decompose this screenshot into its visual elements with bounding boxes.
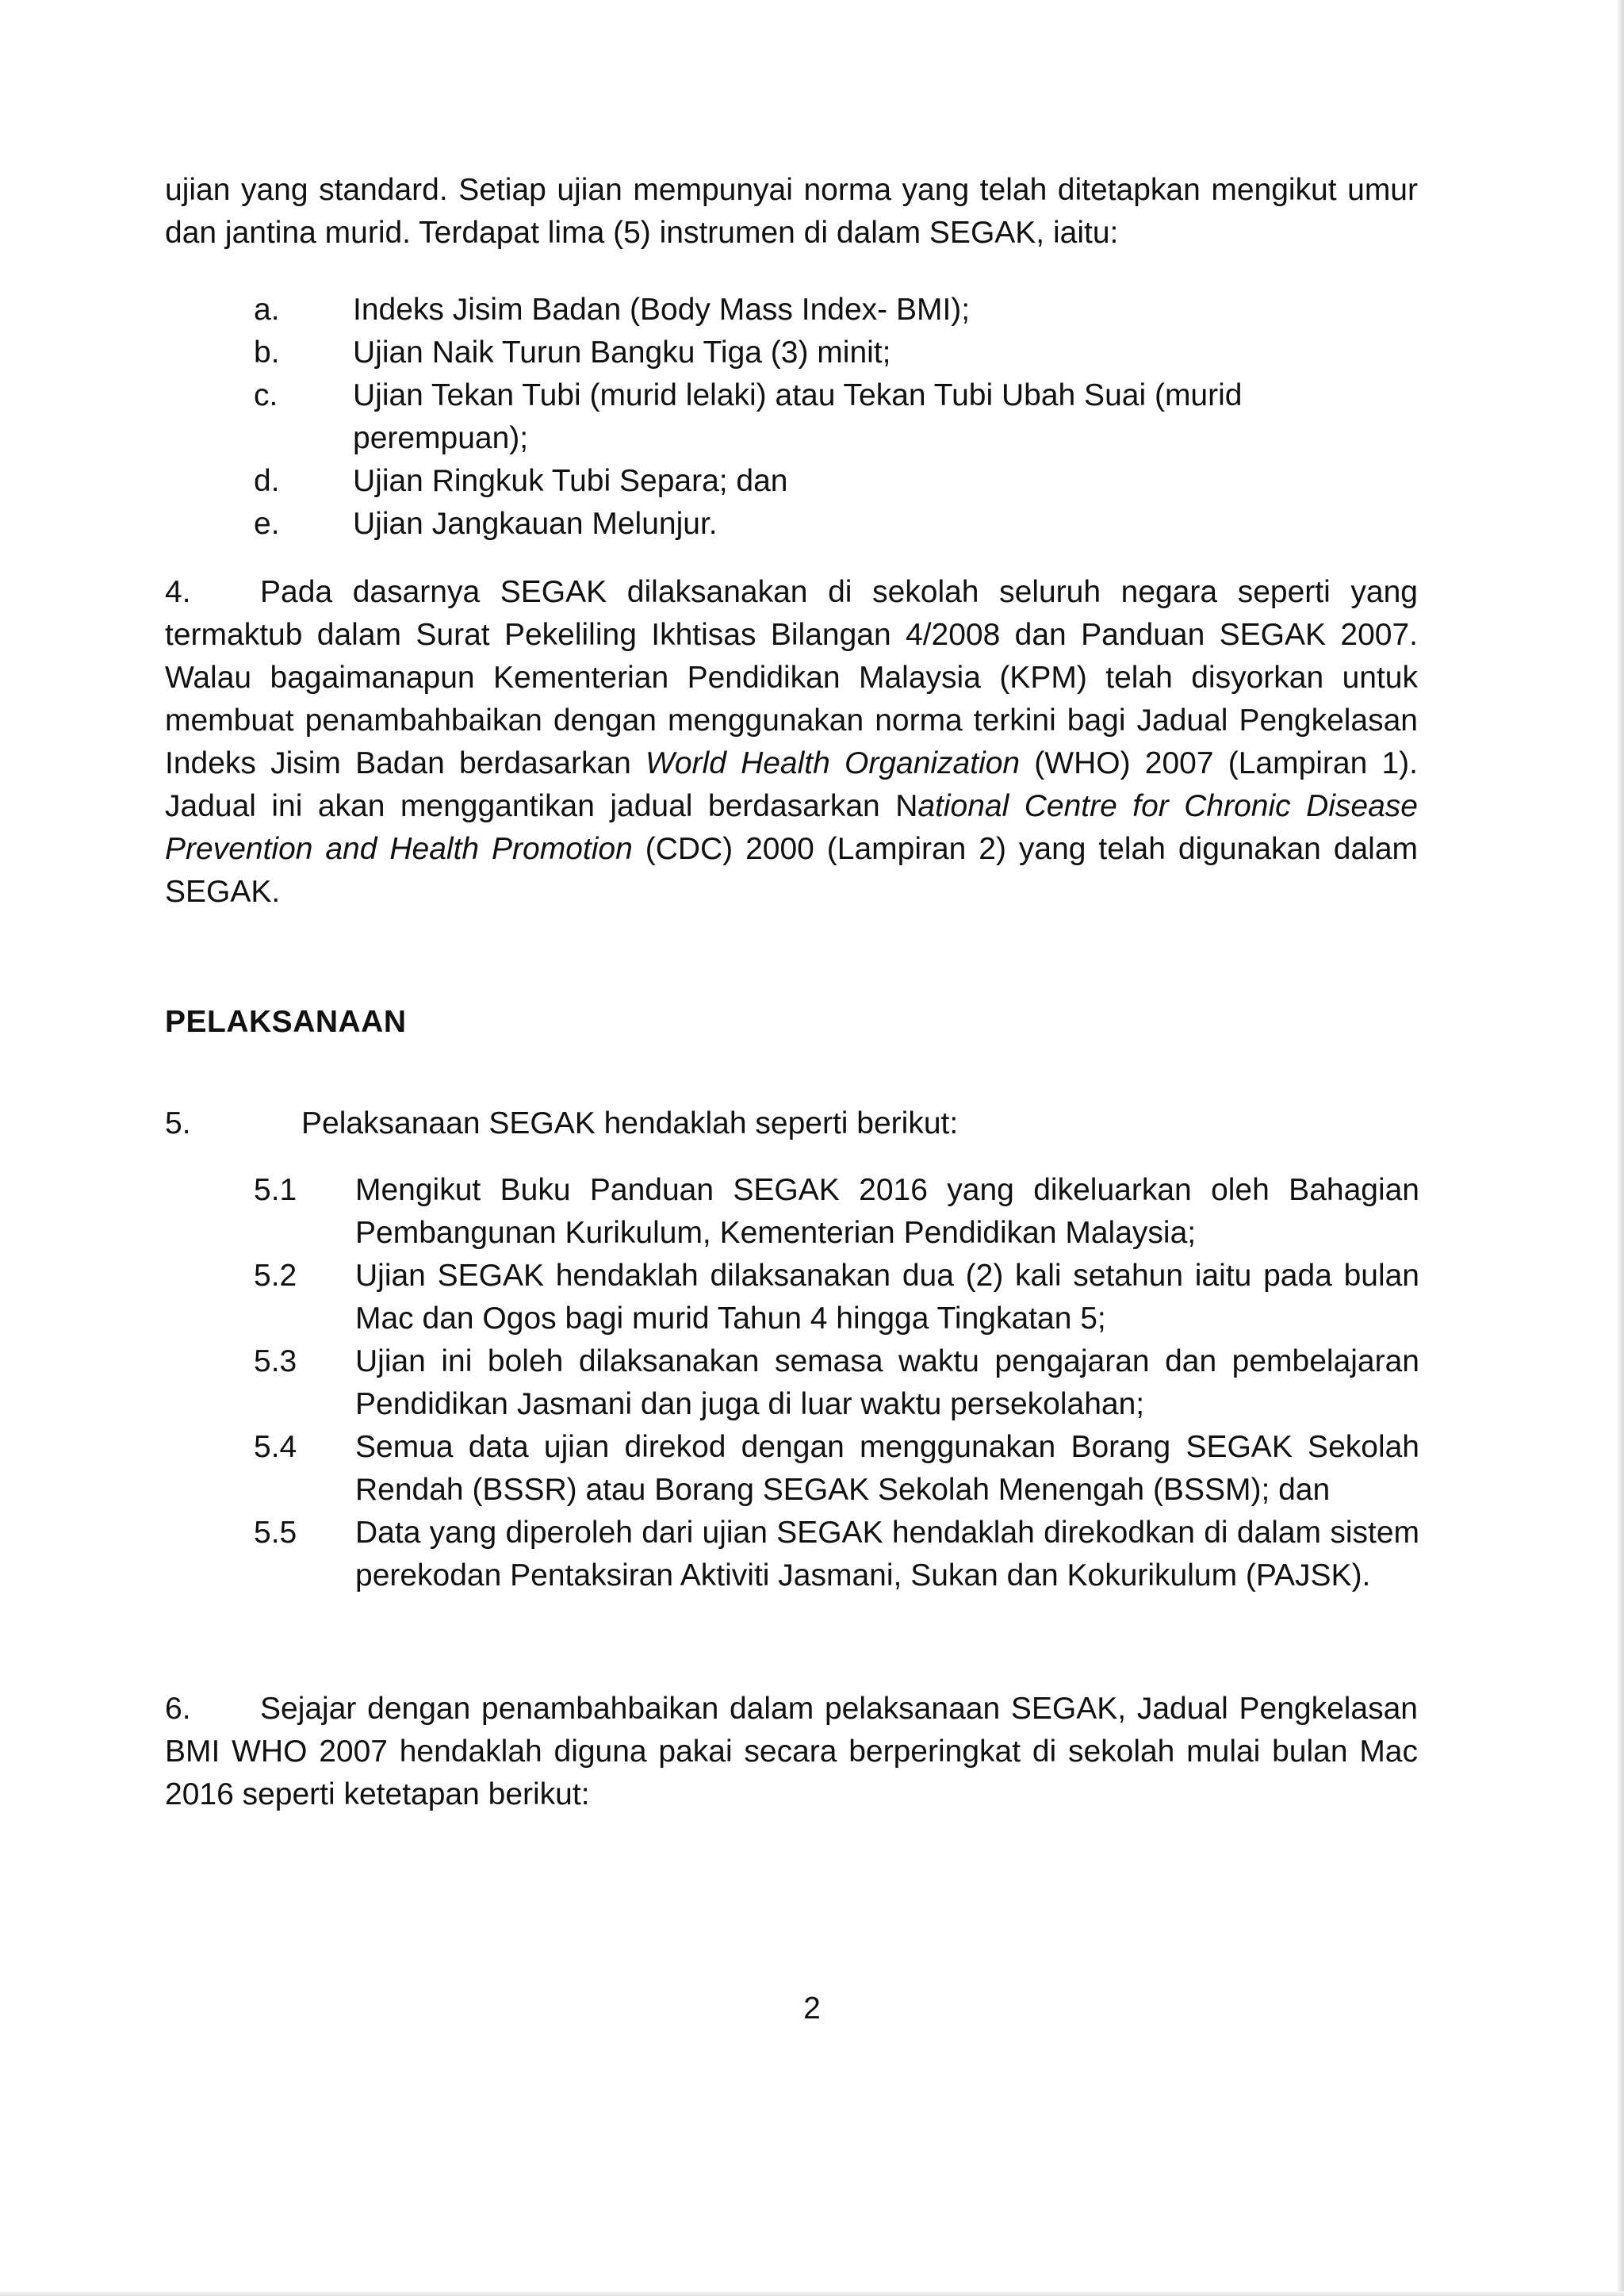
list-item <box>254 1255 1419 1340</box>
paragraph-4-text-2: (WHO) 2007 (Lampiran 1). Jadual ini akan menggantikan jadual berdasarkan N <box>165 746 1419 823</box>
list-marker: 5.2 <box>254 1259 297 1293</box>
list-marker: d. <box>254 464 280 498</box>
paragraph-4-italic-cdc: ational Centre for Chronic Disease Prevention and Health Promotion <box>165 789 1418 866</box>
list-item-text: Ujian Naik Turun Bangku Tiga (3) minit; <box>353 335 891 370</box>
list-item-text: Semua data ujian direkod dengan menggunakan Borang SEGAK Sekolah Rendah (BSSR) atau Borang SEGAK Sekolah Menengah (BSSM); dan <box>355 1430 1419 1507</box>
list-item-text: Ujian Jangkauan Melunjur. <box>353 507 718 541</box>
paragraph-6 <box>165 1688 1418 1816</box>
list-item <box>254 1340 1419 1426</box>
list-item <box>254 1169 1419 1255</box>
paragraph-5-text: Pelaksanaan SEGAK hendaklah seperti berikut: <box>301 1106 959 1140</box>
list-item <box>254 1426 1419 1512</box>
page-number: 2 <box>803 1991 821 2026</box>
list-item-text: Ujian SEGAK hendaklah dilaksanakan dua (2) kali setahun iaitu pada bulan Mac dan Ogos bagi murid Tahun 4 hingga Tingkatan 5; <box>355 1259 1419 1336</box>
list-item-text: Ujian Ringkuk Tubi Separa; dan <box>353 464 788 498</box>
section-heading: PELAKSANAAN <box>165 1005 407 1039</box>
paragraph-number: 5. <box>165 1106 191 1140</box>
scan-edge-right <box>1618 0 1624 2296</box>
paragraph-6-text: Sejajar dengan penambahbaikan dalam pelaksanaan SEGAK, Jadual Pengkelasan BMI WHO 2007 hendaklah diguna pakai secara berperingkat di sekolah mulai bulan Mac 2016 seperti ketetapan berikut: <box>165 1692 1418 1811</box>
list-marker: c. <box>254 378 278 412</box>
paragraph-4-italic-who: World Health Organization <box>645 746 1021 780</box>
list-item-text: Indeks Jisim Badan (Body Mass Index- BMI); <box>353 293 971 327</box>
paragraph-4-text-1: Pada dasarnya SEGAK dilaksanakan di sekolah seluruh negara seperti yang termaktub dalam Surat Pekeliling Ikhtisas Bilangan 4/2008 dan Panduan SEGAK 2007. Walau bagaimanapun Kementerian Pendidikan Malaysia (KPM) telah disyorkan untuk membuat penambahbaikan dengan menggunakan norma terkini bagi Jadual Pengkelasan Indeks Jisim Badan berdasarkan <box>165 575 1418 780</box>
implementation-list <box>254 1169 1419 1597</box>
list-item <box>254 289 1380 332</box>
list-marker: e. <box>254 507 280 541</box>
list-marker: 5.1 <box>254 1173 297 1207</box>
list-item-text: Data yang diperoleh dari ujian SEGAK hendaklah direkodkan di dalam sistem perekodan Pentaksiran Aktiviti Jasmani, Sukan dan Kokurikulum (PAJSK). <box>355 1516 1419 1593</box>
list-item <box>254 503 1380 546</box>
list-item <box>254 332 1380 374</box>
list-item <box>254 374 1380 460</box>
intro-paragraph: ujian yang standard. Setiap ujian mempunyai norma yang telah ditetapkan mengikut umur dan jantina murid. Terdapat lima (5) instrumen di dalam SEGAK, iaitu: <box>165 173 1418 250</box>
list-marker: b. <box>254 335 280 370</box>
paragraph-number: 6. <box>165 1692 191 1726</box>
list-item <box>254 1512 1419 1597</box>
paragraph-4-text-3: (CDC) 2000 (Lampiran 2) yang telah digunakan dalam SEGAK. <box>165 832 1418 909</box>
instrument-list <box>254 289 1380 546</box>
scan-edge-bottom <box>0 2291 1624 2296</box>
paragraph-number: 4. <box>165 575 191 609</box>
list-marker: 5.4 <box>254 1430 297 1464</box>
list-item-text: Ujian Tekan Tubi (murid lelaki) atau Tekan Tubi Ubah Suai (murid perempuan); <box>353 378 1243 455</box>
list-item-text: Mengikut Buku Panduan SEGAK 2016 yang dikeluarkan oleh Bahagian Pembangunan Kurikulum, Kementerian Pendidikan Malaysia; <box>355 1173 1419 1250</box>
list-marker: 5.3 <box>254 1344 297 1378</box>
paragraph-4 <box>165 571 1418 914</box>
list-marker: a. <box>254 293 280 327</box>
paragraph-5 <box>165 1102 958 1145</box>
list-marker: 5.5 <box>254 1516 297 1550</box>
list-item <box>254 460 1380 503</box>
list-item-text: Ujian ini boleh dilaksanakan semasa waktu pengajaran dan pembelajaran Pendidikan Jasmani dan juga di luar waktu persekolahan; <box>355 1344 1419 1421</box>
